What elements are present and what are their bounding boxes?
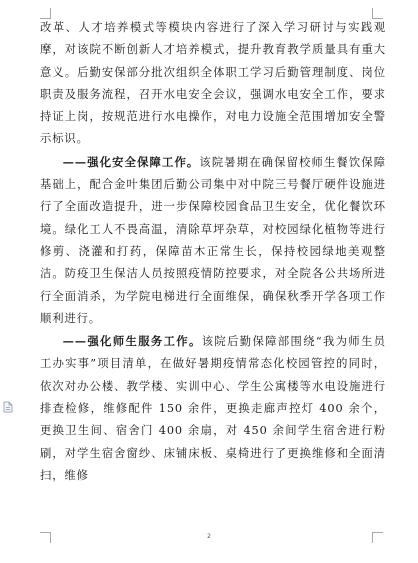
paragraph-heading: ——强化师生服务工作。 [62, 334, 202, 349]
paragraph [40, 151, 386, 330]
paragraph-text: 该院后勤保障部围绕“我为师生员工办实事”项目清单，在做好暑期疫情常态化校园管控的同时，依次对办公楼、教学楼、实训中心、学生公寓楼等水电设施进行排查检修，维修配件 150 余件，更换走廊声控灯 400 余个，更换卫生间、宿舍门 400 余扇，对 450 余间学生宿舍进行粉刷，对学生宿舍窗纱、床铺床板、桌椅进行了更换维修和全面清扫，维修 [40, 335, 387, 482]
page-number: 2 [207, 533, 211, 540]
paragraph [40, 17, 386, 151]
paragraph-text: 该院暑期在确保留校师生餐饮保障基础上，配合金叶集团后勤公司集中对中院三号餐厅硬件设施进行了全面改造提升，进一步保障校园食品卫生安全，优化餐饮环境。绿化工人不畏高温，清除草坪杂草，对校园绿化植物等进行修剪、浇灌和打药，保障苗木正常生长，保持校园绿地美观整洁。防疫卫生保洁人员按照疫情防控要求，对全院各公共场所进行全面消杀，为学院电梯进行全面维保，确保秋季开学各项工作顺利进行。 [40, 155, 386, 325]
document-margin-icon[interactable] [2, 398, 14, 410]
paragraph [40, 330, 386, 487]
paragraph-text: 改革、人才培养模式等模块内容进行了深入学习研讨与实践观摩，对该院不断创新人才培养模式，提升教育教学质量具有重大意义。后勤安保部分批次组织全体职工学习后勤管理制度、岗位职责及服务流程，召开水电安全会议，强调水电安全工作，要求持证上岗，按规范进行水电操作，对电力设施全范围增加安全警示标识。 [40, 21, 386, 146]
document-body [40, 17, 386, 487]
paragraph-heading: ——强化安全保障工作。 [62, 154, 200, 169]
